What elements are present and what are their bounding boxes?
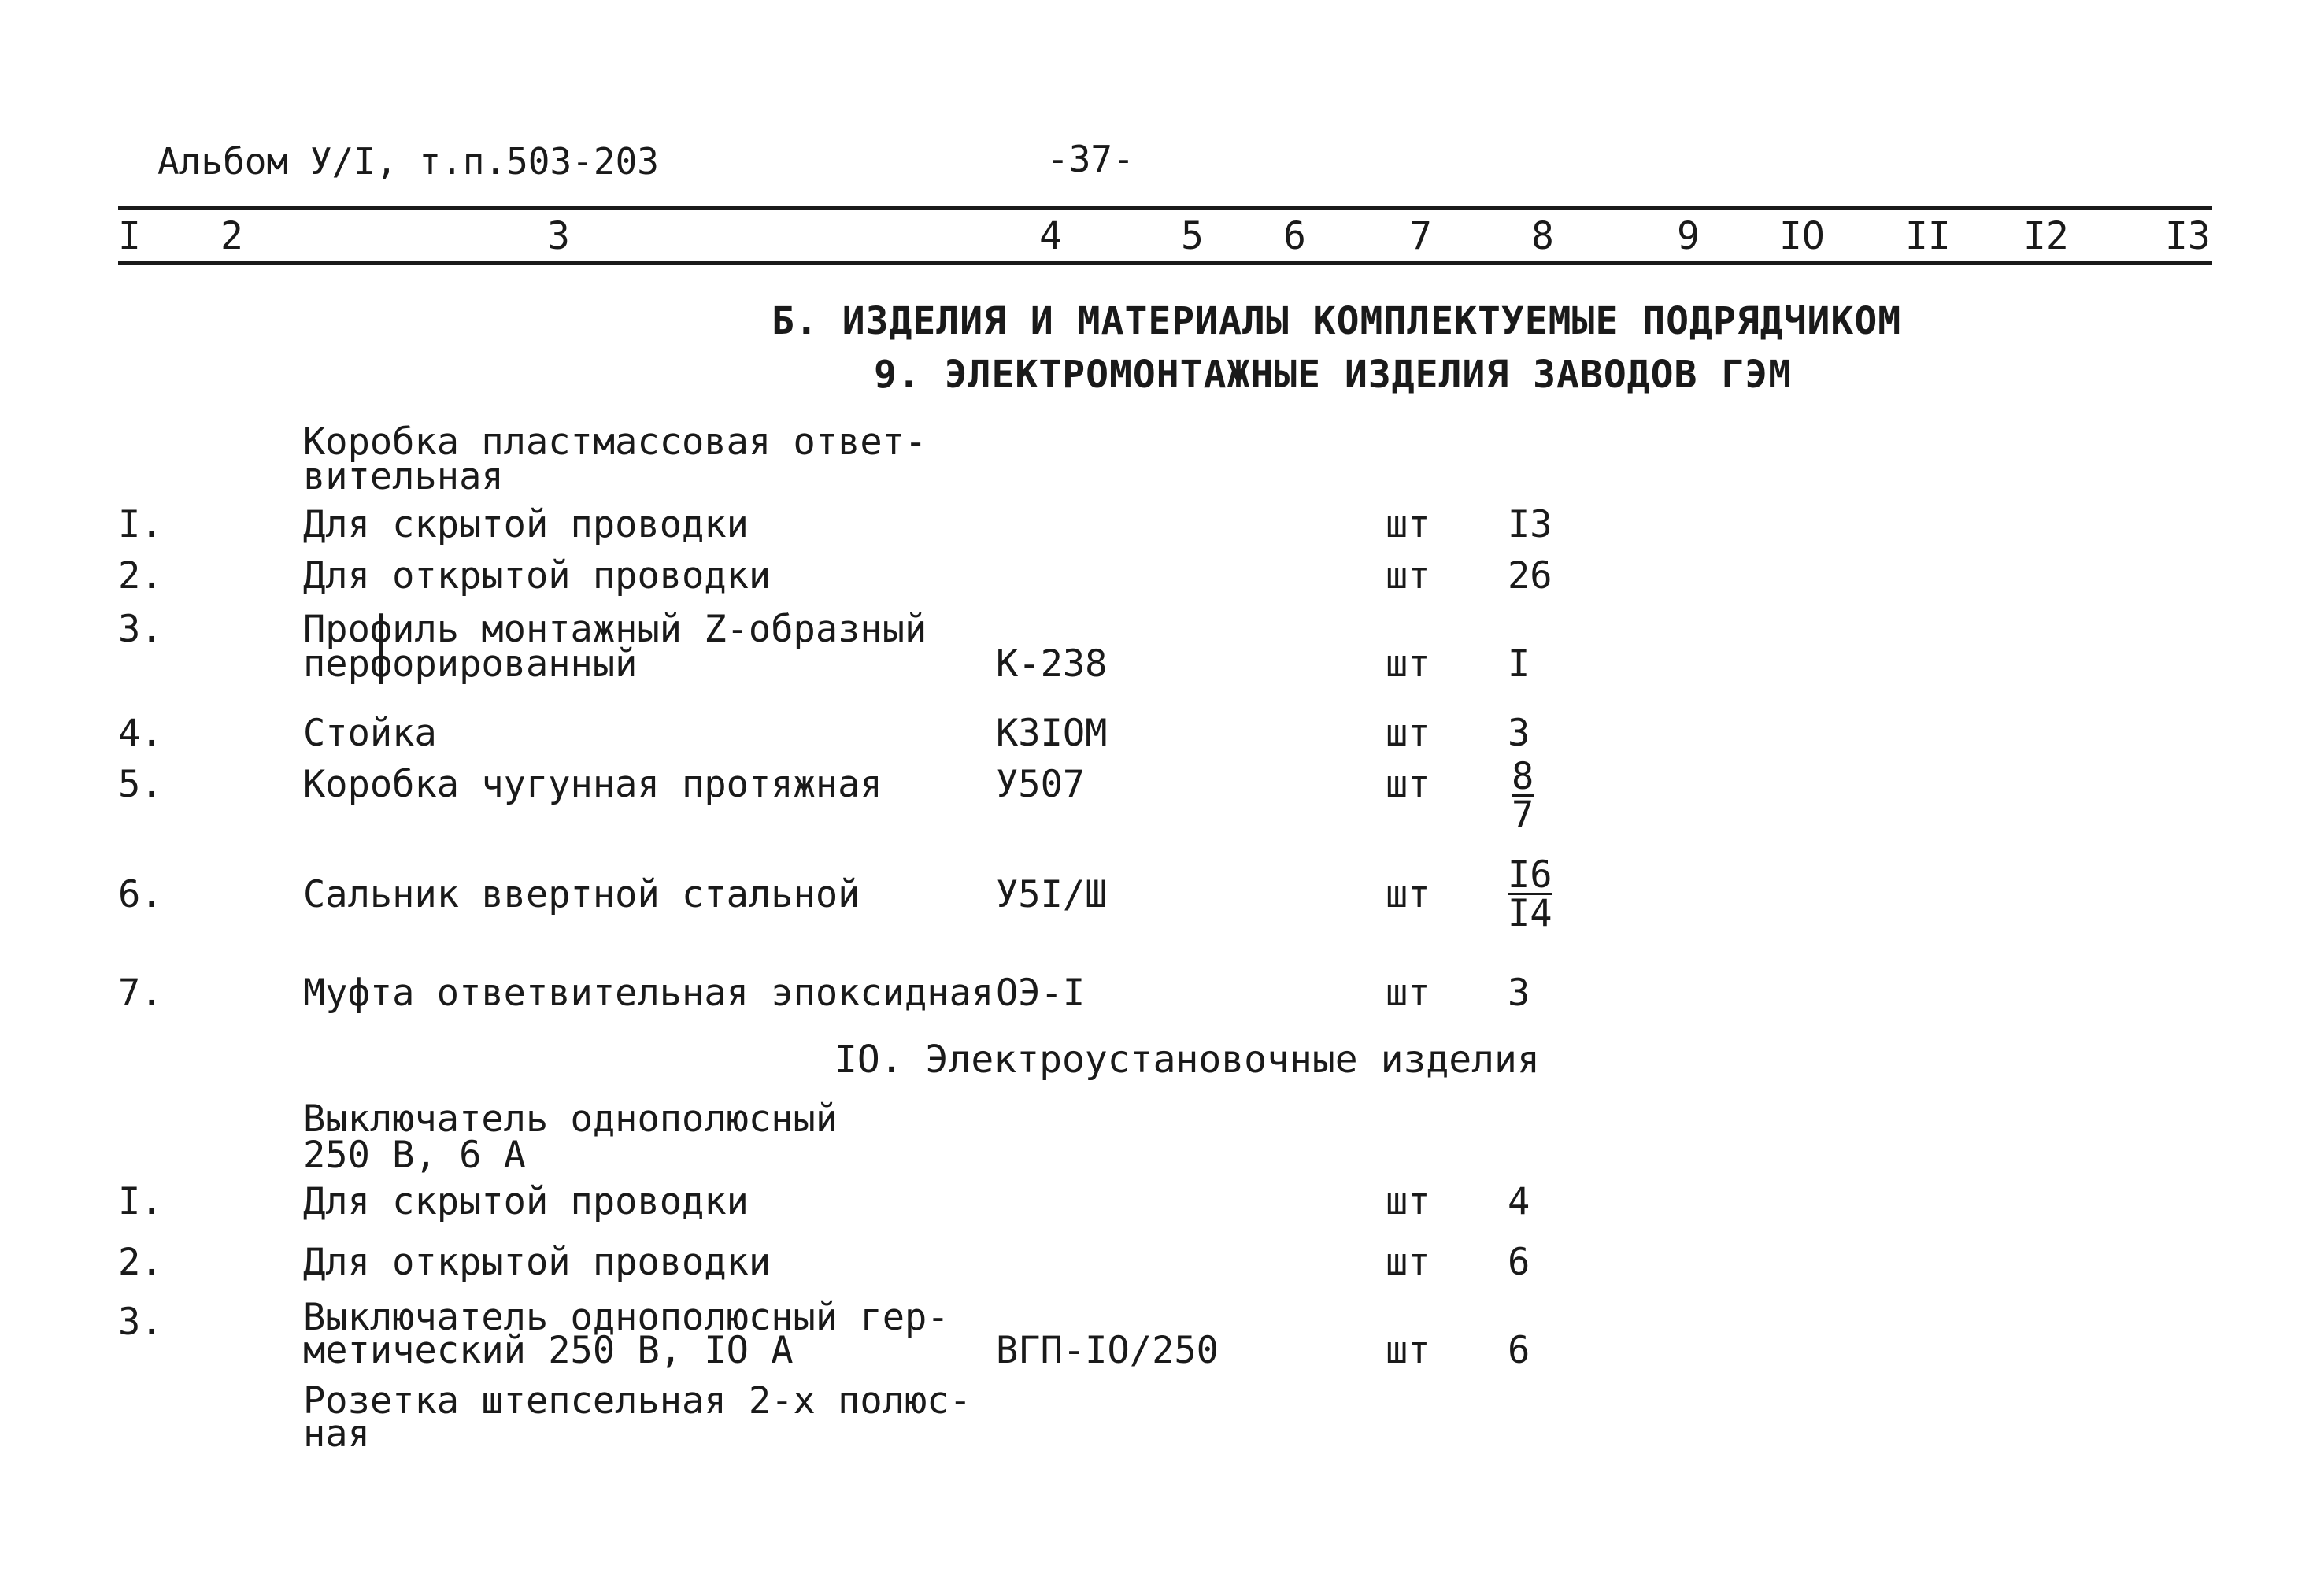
trailing-heading-line1: Розетка штепсельная 2-х полюс- — [303, 1379, 971, 1423]
row-number: 2. — [118, 1241, 163, 1284]
col-3: 3 — [547, 214, 570, 258]
quantity: 3 — [1508, 712, 1530, 755]
row-number: 3. — [118, 1301, 163, 1344]
row-number: 7. — [118, 971, 163, 1015]
col-11: II — [1905, 214, 1951, 258]
unit: шт — [1386, 554, 1430, 598]
item-mark: К3IОМ — [996, 712, 1108, 755]
item-name-line2: перфорированный — [303, 642, 638, 686]
item-name-line2: метический 250 В, IO А — [303, 1329, 794, 1372]
quantity: I3 — [1508, 503, 1552, 546]
col-4: 4 — [1039, 214, 1062, 258]
quantity: 26 — [1508, 554, 1552, 598]
quantity-fraction — [1508, 853, 1552, 935]
row-number: 4. — [118, 712, 163, 755]
col-12: I2 — [2023, 214, 2069, 258]
unit: шт — [1386, 1241, 1430, 1284]
item-name: Сальник ввертной стальной — [303, 873, 860, 916]
item-name: Стойка — [303, 712, 437, 755]
quantity: I — [1508, 642, 1530, 686]
quantity-denominator: I4 — [1508, 892, 1552, 935]
quantity: 4 — [1508, 1180, 1530, 1223]
row-number: 5. — [118, 763, 163, 806]
group-heading-line1: Коробка пластмассовая ответ- — [303, 420, 927, 464]
col-13: I3 — [2165, 214, 2211, 258]
col-7: 7 — [1409, 214, 1432, 258]
section-b-title: Б. ИЗДЕЛИЯ И МАТЕРИАЛЫ КОМПЛЕКТУЕМЫЕ ПОДРЯДЧИКОМ — [772, 299, 1902, 343]
col-1: I — [118, 214, 141, 258]
group-heading-line2: вительная — [303, 455, 504, 498]
page-number: -37- — [1047, 138, 1134, 180]
quantity-numerator: 8 — [1512, 755, 1534, 798]
col-9: 9 — [1677, 214, 1700, 258]
unit: шт — [1386, 763, 1430, 806]
quantity-numerator: I6 — [1508, 853, 1552, 897]
row-number: I. — [118, 503, 163, 546]
item-name: Для открытой проводки — [303, 554, 772, 598]
unit: шт — [1386, 1329, 1430, 1372]
row-number: I. — [118, 1180, 163, 1223]
unit: шт — [1386, 1180, 1430, 1223]
col-10: IO — [1779, 214, 1825, 258]
col-2: 2 — [220, 214, 243, 258]
section-10-title: IO. Электроустановочные изделия — [834, 1038, 1540, 1082]
item-name-line1: Профиль монтажный Z-образный — [303, 608, 927, 651]
item-mark: У5I/Ш — [996, 873, 1108, 916]
row-number: 3. — [118, 608, 163, 651]
group-heading-line2: 250 В, 6 А — [303, 1134, 526, 1177]
quantity-fraction — [1512, 755, 1534, 837]
col-5: 5 — [1181, 214, 1204, 258]
item-mark: К-238 — [996, 642, 1108, 686]
quantity: 6 — [1508, 1241, 1530, 1284]
quantity: 6 — [1508, 1329, 1530, 1372]
unit: шт — [1386, 503, 1430, 546]
quantity: 3 — [1508, 971, 1530, 1015]
row-number: 6. — [118, 873, 163, 916]
header-rule-top — [118, 206, 2212, 210]
item-name: Для открытой проводки — [303, 1241, 772, 1284]
section-9-title: 9. ЭЛЕКТРОМОНТАЖНЫЕ ИЗДЕЛИЯ ЗАВОДОВ ГЭМ — [874, 353, 1793, 397]
album-reference: Альбом У/I, т.п.503-203 — [157, 140, 659, 183]
item-name: Для скрытой проводки — [303, 503, 749, 546]
unit: шт — [1386, 873, 1430, 916]
trailing-heading-line2: ная — [303, 1412, 370, 1456]
item-name: Коробка чугунная протяжная — [303, 763, 883, 806]
unit: шт — [1386, 642, 1430, 686]
item-mark: ВГП-IO/250 — [996, 1329, 1219, 1372]
unit: шт — [1386, 712, 1430, 755]
item-mark: У507 — [996, 763, 1086, 806]
col-6: 6 — [1283, 214, 1306, 258]
item-name: Муфта ответвительная эпоксидная — [303, 971, 994, 1015]
item-name: Для скрытой проводки — [303, 1180, 749, 1223]
group-heading-line1: Выключатель однополюсный — [303, 1097, 838, 1141]
unit: шт — [1386, 971, 1430, 1015]
row-number: 2. — [118, 554, 163, 598]
quantity-denominator: 7 — [1512, 794, 1534, 837]
col-8: 8 — [1531, 214, 1554, 258]
item-name-line1: Выключатель однополюсный гер- — [303, 1296, 949, 1339]
item-mark: ОЭ-I — [996, 971, 1086, 1015]
header-rule-bottom — [118, 261, 2212, 265]
